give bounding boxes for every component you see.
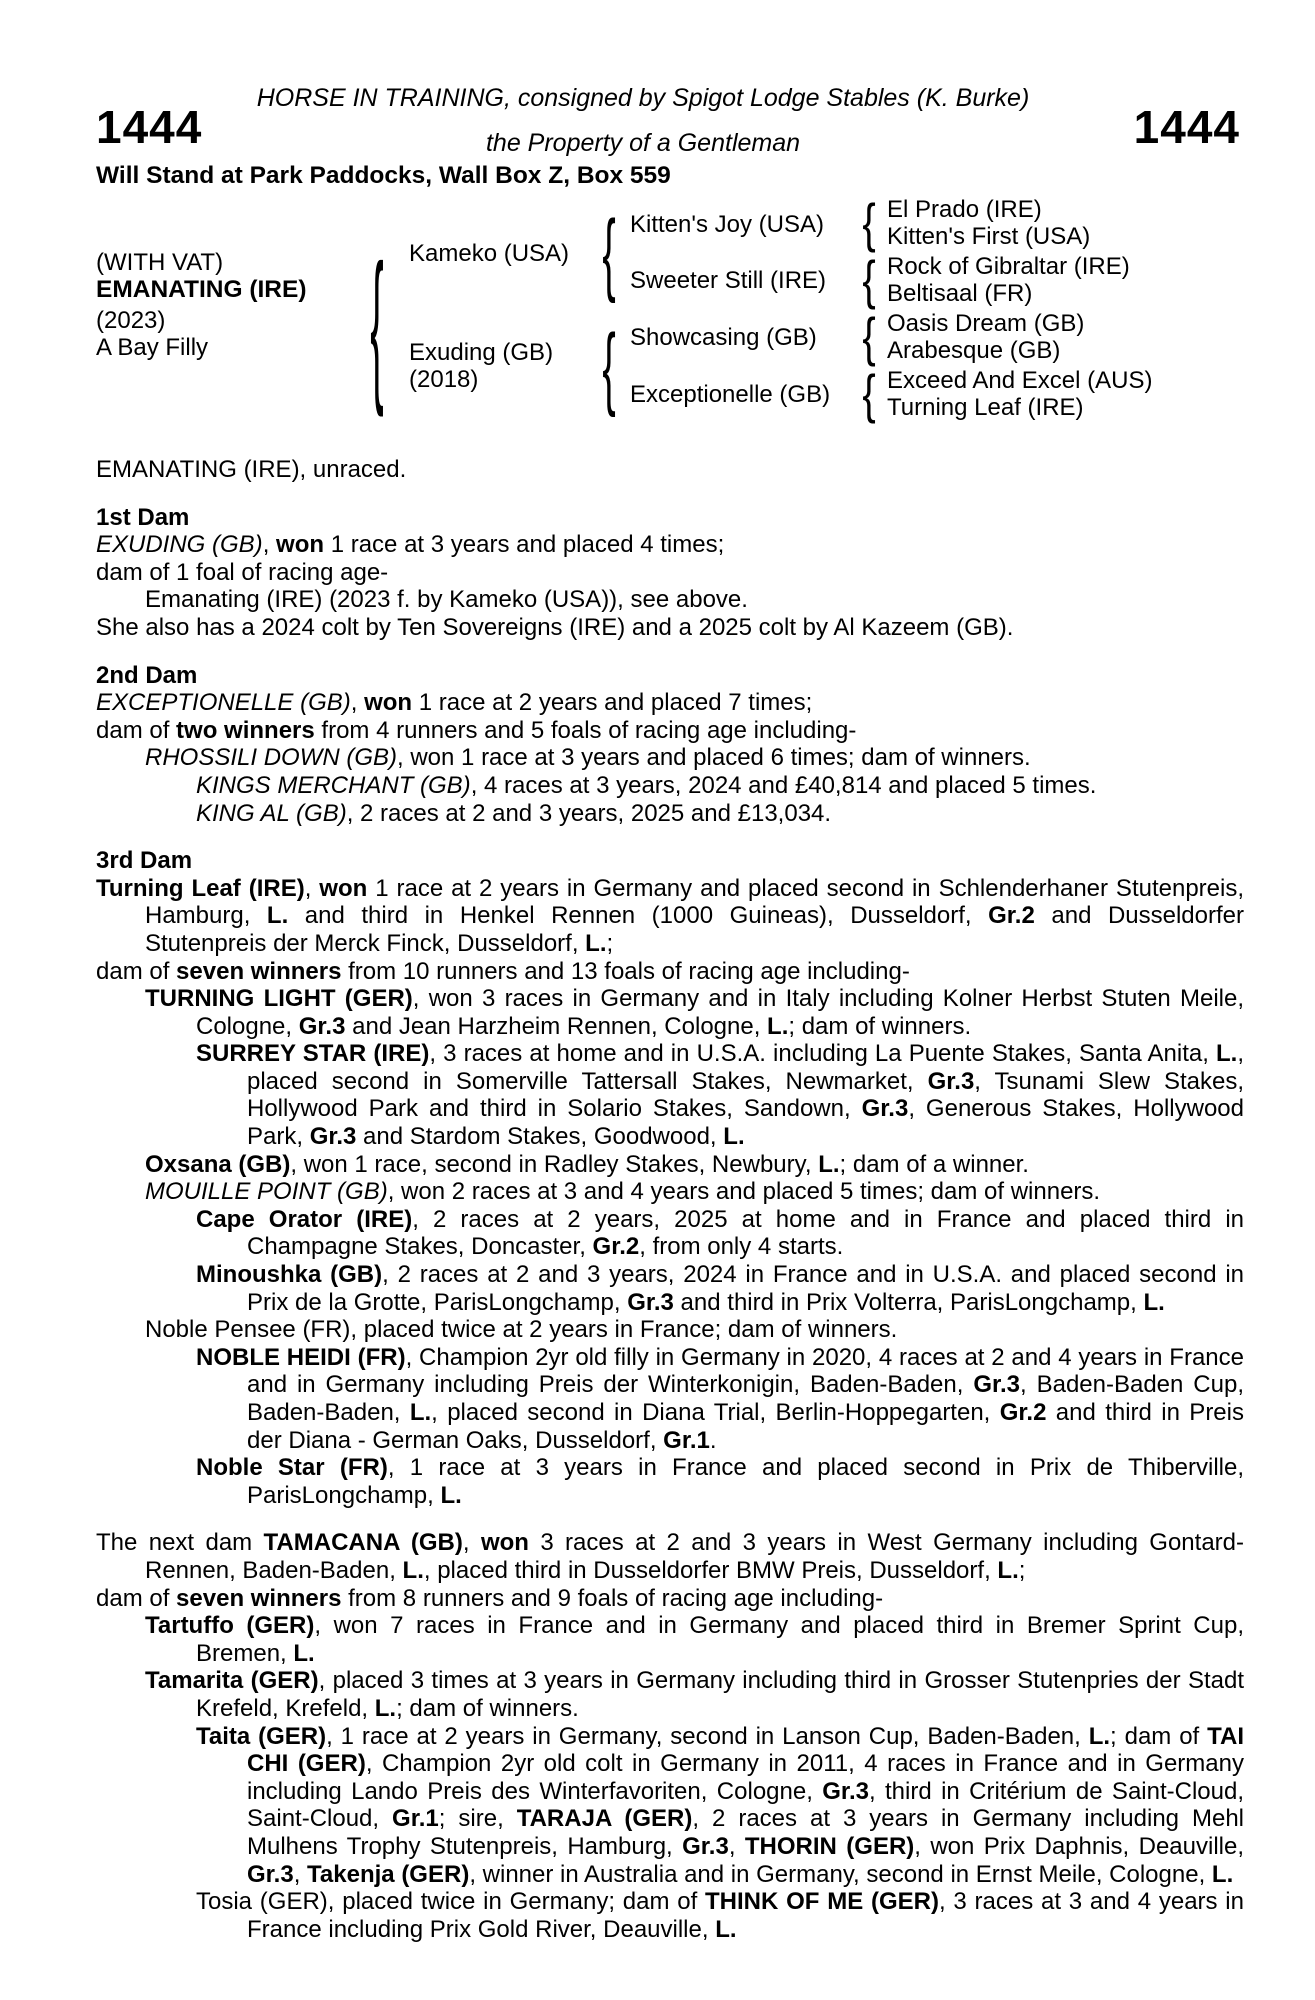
horse-description: A Bay Filly bbox=[96, 334, 209, 361]
great-grandparent-6: Arabesque (GB) bbox=[887, 337, 1061, 364]
foaling-year: (2023) bbox=[96, 307, 166, 334]
great-grandparent-7: Exceed And Excel (AUS) bbox=[887, 367, 1153, 394]
next-dam-record: The next dam TAMACANA (GB), won 3 races at 2 and 3 years in West Germany including Gontard-Rennen, Baden-Baden, L., placed third in Dusseldorfer BMW Preis, Dusseldorf, L.; bbox=[96, 1529, 1244, 1584]
brace-ggp-3: { bbox=[862, 308, 876, 368]
dam-year: (2018) bbox=[409, 366, 479, 393]
second-dam-produce-intro: dam of two winners from 4 runners and 5 foals of racing age including- bbox=[96, 716, 857, 744]
entry-noble-heidi: NOBLE HEIDI (FR), Champion 2yr old filly in Germany in 2020, 4 races at 2 and 4 years in France and in Germany including Preis der Winterkonigin, Baden-Baden, Gr.3, Baden-Baden Cup, Baden-Baden, L., placed second in Diana Trial, Berlin-Hoppegarten, Gr.2 and third in Preis der Diana - German Oaks, Dusseldorf, Gr.1. bbox=[196, 1343, 1244, 1454]
brace-ggp-4: { bbox=[862, 365, 876, 425]
entry-noble-star: Noble Star (FR), 1 race at 3 years in France and placed second in Prix de Thiberville, ParisLongchamp, L. bbox=[196, 1454, 1244, 1509]
next-dam-produce-intro: dam of seven winners from 8 runners and 9 foals of racing age including- bbox=[96, 1584, 884, 1612]
entry-tosia: Tosia (GER), placed twice in Germany; dam of THINK OF ME (GER), 3 races at 3 and 4 years in France including Prix Gold River, Deauville, L. bbox=[196, 1888, 1244, 1943]
entry-turning-light: TURNING LIGHT (GER), won 3 races in Germany and in Italy including Kolner Herbst Stuten Meile, Cologne, Gr.3 and Jean Harzheim Rennen, Cologne, L.; dam of winners. bbox=[145, 985, 1245, 1040]
lot-number-right: 1444 bbox=[1133, 101, 1240, 153]
great-grandparent-4: Beltisaal (FR) bbox=[887, 280, 1033, 307]
third-dam-produce-intro: dam of seven winners from 10 runners and 13 foals of racing age including- bbox=[96, 957, 910, 985]
entry-taita: Taita (GER), 1 race at 2 years in Germany, second in Lanson Cup, Baden-Baden, L.; dam of TAI CHI (GER), Champion 2yr old colt in Germany in 2011, 4 races in France and in Germany including Lando Preis des Winterfavoriten, Cologne, Gr.3, third in Critérium de Saint-Cloud, Saint-Cloud, Gr.1; sire, TARAJA (GER), 2 races at 3 years in Germany including Mehl Mulhens Trophy Stutenpreis, Hamburg, Gr.3, THORIN (GER), won Prix Daphnis, Deauville, Gr.3, Takenja (GER), winner in Australia and in Germany, second in Ernst Meile, Cologne, L. bbox=[196, 1722, 1245, 1888]
entry-tamarita: Tamarita (GER), placed 3 times at 3 years in Germany including third in Grosser Stutenpries der Stadt Krefeld, Krefeld, L.; dam of winners. bbox=[145, 1667, 1244, 1722]
first-dam-also: She also has a 2024 colt by Ten Sovereigns (IRE) and a 2025 colt by Al Kazeem (GB). bbox=[96, 613, 1014, 641]
property-line: the Property of a Gentleman bbox=[485, 129, 801, 157]
entry-kings-merchant: KINGS MERCHANT (GB), 4 races at 3 years, 2024 and £40,814 and placed 5 times. bbox=[196, 771, 1097, 799]
dam-name: Exuding (GB) bbox=[409, 339, 554, 366]
great-grandparent-3: Rock of Gibraltar (IRE) bbox=[887, 253, 1130, 280]
produce-emanating: Emanating (IRE) (2023 f. by Kameko (USA)), see above. bbox=[145, 586, 748, 614]
granddam-paternal: Sweeter Still (IRE) bbox=[630, 267, 827, 294]
great-grandparent-5: Oasis Dream (GB) bbox=[887, 310, 1085, 337]
entry-tartuffo: Tartuffo (GER), won 7 races in France and in Germany and placed third in Bremer Sprint Cup, Bremen, L. bbox=[145, 1612, 1244, 1667]
grandsire-paternal: Kitten's Joy (USA) bbox=[630, 211, 824, 238]
brace-sire-dam: { bbox=[370, 234, 384, 420]
brace-dam-parents: { bbox=[602, 317, 616, 419]
great-grandparent-2: Kitten's First (USA) bbox=[887, 223, 1091, 250]
entry-oxsana: Oxsana (GB), won 1 race, second in Radley Stakes, Newbury, L.; dam of a winner. bbox=[145, 1150, 1029, 1178]
entry-king-al: KING AL (GB), 2 races at 2 and 3 years, 2025 and £13,034. bbox=[196, 799, 832, 827]
entry-rhossili-down: RHOSSILI DOWN (GB), won 1 race at 3 years and placed 6 times; dam of winners. bbox=[145, 744, 1031, 772]
catalogue-text bbox=[96, 456, 1244, 1943]
brace-sire-parents: { bbox=[602, 203, 616, 305]
brace-ggp-2: { bbox=[862, 251, 876, 311]
great-grandparent-1: El Prado (IRE) bbox=[887, 196, 1042, 223]
entry-noble-pensee: Noble Pensee (FR), placed twice at 2 years in France; dam of winners. bbox=[145, 1316, 898, 1344]
second-dam-record: EXCEPTIONELLE (GB), won 1 race at 2 years and placed 7 times; bbox=[96, 689, 813, 717]
second-dam-heading: 2nd Dam bbox=[96, 661, 198, 689]
horse-name: EMANATING (IRE) bbox=[96, 276, 307, 303]
sire-name: Kameko (USA) bbox=[409, 240, 570, 267]
consignment-line: HORSE IN TRAINING, consigned by Spigot Lodge Stables (K. Burke) bbox=[256, 84, 1030, 112]
unraced-note: EMANATING (IRE), unraced. bbox=[96, 456, 407, 483]
granddam-maternal: Exceptionelle (GB) bbox=[630, 381, 831, 408]
lot-number-left: 1444 bbox=[96, 101, 203, 153]
first-dam-record: EXUDING (GB), won 1 race at 3 years and placed 4 times; bbox=[96, 531, 725, 559]
great-grandparent-8: Turning Leaf (IRE) bbox=[887, 394, 1084, 421]
entry-cape-orator: Cape Orator (IRE), 2 races at 2 years, 2025 at home and in France and placed third in Champagne Stakes, Doncaster, Gr.2, from only 4 starts. bbox=[196, 1205, 1244, 1261]
third-dam-heading: 3rd Dam bbox=[96, 847, 193, 875]
entry-minoushka: Minoushka (GB), 2 races at 2 and 3 years, 2024 in France and in U.S.A. and placed second in Prix de la Grotte, ParisLongchamp, Gr.3 and third in Prix Volterra, ParisLongchamp, L. bbox=[196, 1261, 1245, 1316]
first-dam-heading: 1st Dam bbox=[96, 503, 190, 531]
vat-note: (WITH VAT) bbox=[96, 249, 224, 276]
entry-mouille-point: MOUILLE POINT (GB), won 2 races at 3 and 4 years and placed 5 times; dam of winners. bbox=[145, 1178, 1101, 1206]
first-dam-produce-intro: dam of 1 foal of racing age- bbox=[96, 558, 389, 586]
third-dam-record: Turning Leaf (IRE), won 1 race at 2 years in Germany and placed second in Schlenderhaner Stutenpreis, Hamburg, L. and third in Henkel Rennen (1000 Guineas), Dusseldorf, Gr.2 and Dusseldorfer Stutenpreis der Merck Finck, Dusseldorf, L.; bbox=[96, 874, 1245, 957]
grandsire-maternal: Showcasing (GB) bbox=[630, 324, 817, 351]
stand-location: Will Stand at Park Paddocks, Wall Box Z, Box 559 bbox=[96, 162, 671, 189]
brace-ggp-1: { bbox=[862, 194, 876, 254]
entry-surrey-star: SURREY STAR (IRE), 3 races at home and in U.S.A. including La Puente Stakes, Santa Anita, L., placed second in Somerville Tattersall Stakes, Newmarket, Gr.3, Tsunami Slew Stakes, Hollywood Park and third in Solario Stakes, Sandown, Gr.3, Generous Stakes, Hollywood Park, Gr.3 and Stardom Stakes, Goodwood, L. bbox=[196, 1040, 1245, 1151]
